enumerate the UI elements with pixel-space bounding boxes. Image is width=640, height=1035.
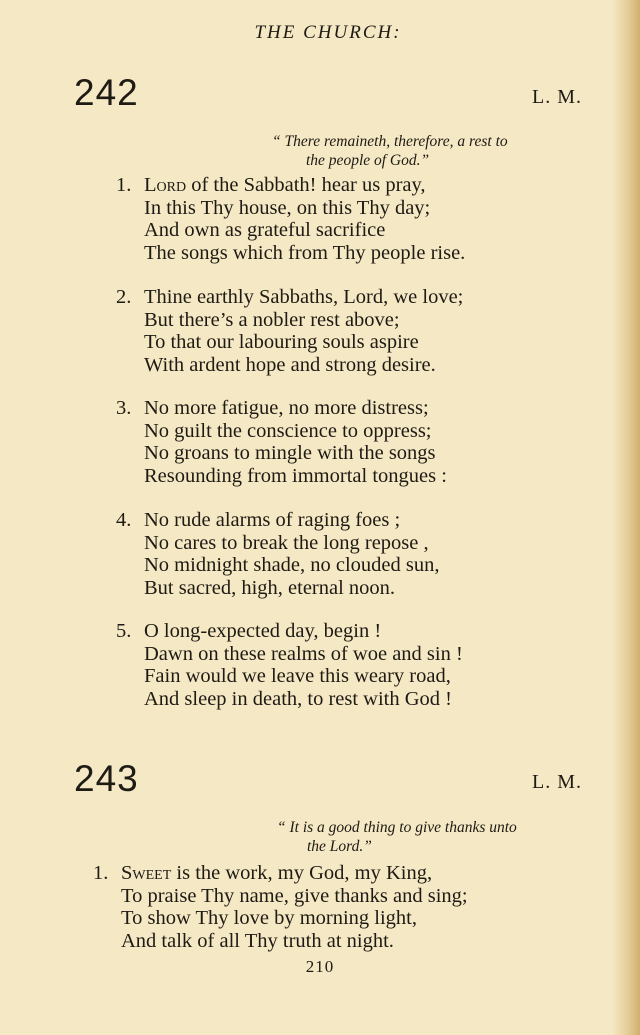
verse-number: 1. (116, 174, 132, 196)
verse-line: Dawn on these realms of woe and sin ! (144, 642, 463, 665)
hymn-242-verse-4 (116, 509, 576, 599)
verse-number: 5. (116, 620, 132, 642)
hymn-242-verse-5 (116, 620, 576, 710)
page-number: 210 (305, 957, 335, 976)
verse-line: The songs which from Thy people rise. (144, 241, 466, 264)
running-head: THE CHURCH: (254, 22, 402, 43)
verse-line: No rude alarms of raging foes ; (144, 509, 401, 531)
verse-line: To praise Thy name, give thanks and sing; (121, 884, 468, 907)
verse-line: And sleep in death, to rest with God ! (144, 687, 453, 710)
epigraph-line: “ There remaineth, therefore, a rest to (272, 133, 508, 150)
verse-line: In this Thy house, on this Thy day; (144, 196, 431, 219)
verse-line: No cares to break the long repose , (144, 531, 429, 554)
verse-line: To that our labouring souls aspire (144, 331, 419, 353)
verse-line: No groans to mingle with the songs (144, 442, 436, 464)
hymn-number-243: 243 (74, 758, 139, 799)
epigraph-line: the Lord.” (307, 838, 372, 855)
verse-number: 3. (116, 397, 132, 419)
verse-line: To show Thy love by morning light, (121, 907, 417, 929)
verse-line: No midnight shade, no clouded sun, (144, 554, 440, 576)
hymn-242-verse-1 (116, 174, 576, 264)
verse-line: No guilt the conscience to oppress; (144, 419, 432, 442)
verse-line: O long-expected day, begin ! (144, 620, 382, 642)
hymn-243-verse-1 (93, 862, 553, 952)
first-word: Lord (144, 174, 187, 196)
epigraph-line: the people of God.” (306, 152, 430, 169)
verse-line: No more fatigue, no more distress; (144, 397, 429, 419)
verse-line: Resounding from immortal tongues : (144, 464, 447, 487)
verse-number: 2. (116, 286, 132, 308)
verse-line: of the Sabbath! hear us pray, (186, 174, 426, 196)
epigraph-line: “ It is a good thing to give thanks unto (277, 819, 517, 836)
verse-line: But sacred, high, eternal noon. (144, 576, 396, 599)
verse-number: 1. (93, 862, 109, 884)
hymn-epigraph-242 (272, 132, 508, 170)
verse-line: And own as grateful sacrifice (144, 219, 386, 241)
hymn-meter-242: L. M. (532, 86, 582, 108)
verse-line: But there’s a nobler rest above; (144, 308, 400, 331)
verse-number: 4. (116, 509, 132, 531)
hymn-242-verse-2 (116, 286, 576, 376)
verse-line: Thine earthly Sabbaths, Lord, we love; (144, 286, 464, 308)
hymn-epigraph-243 (277, 818, 517, 856)
verse-line: And talk of all Thy truth at night. (121, 929, 394, 952)
hymn-242-verse-3 (116, 397, 576, 487)
verse-line: With ardent hope and strong desire. (144, 353, 436, 376)
verse-line: is the work, my God, my King, (171, 862, 433, 884)
verse-line: Fain would we leave this weary road, (144, 665, 451, 687)
page-edge-shading (612, 0, 640, 1035)
first-word: Sweet (121, 862, 172, 884)
hymn-number-242: 242 (74, 72, 139, 113)
hymn-meter-243: L. M. (532, 771, 582, 793)
